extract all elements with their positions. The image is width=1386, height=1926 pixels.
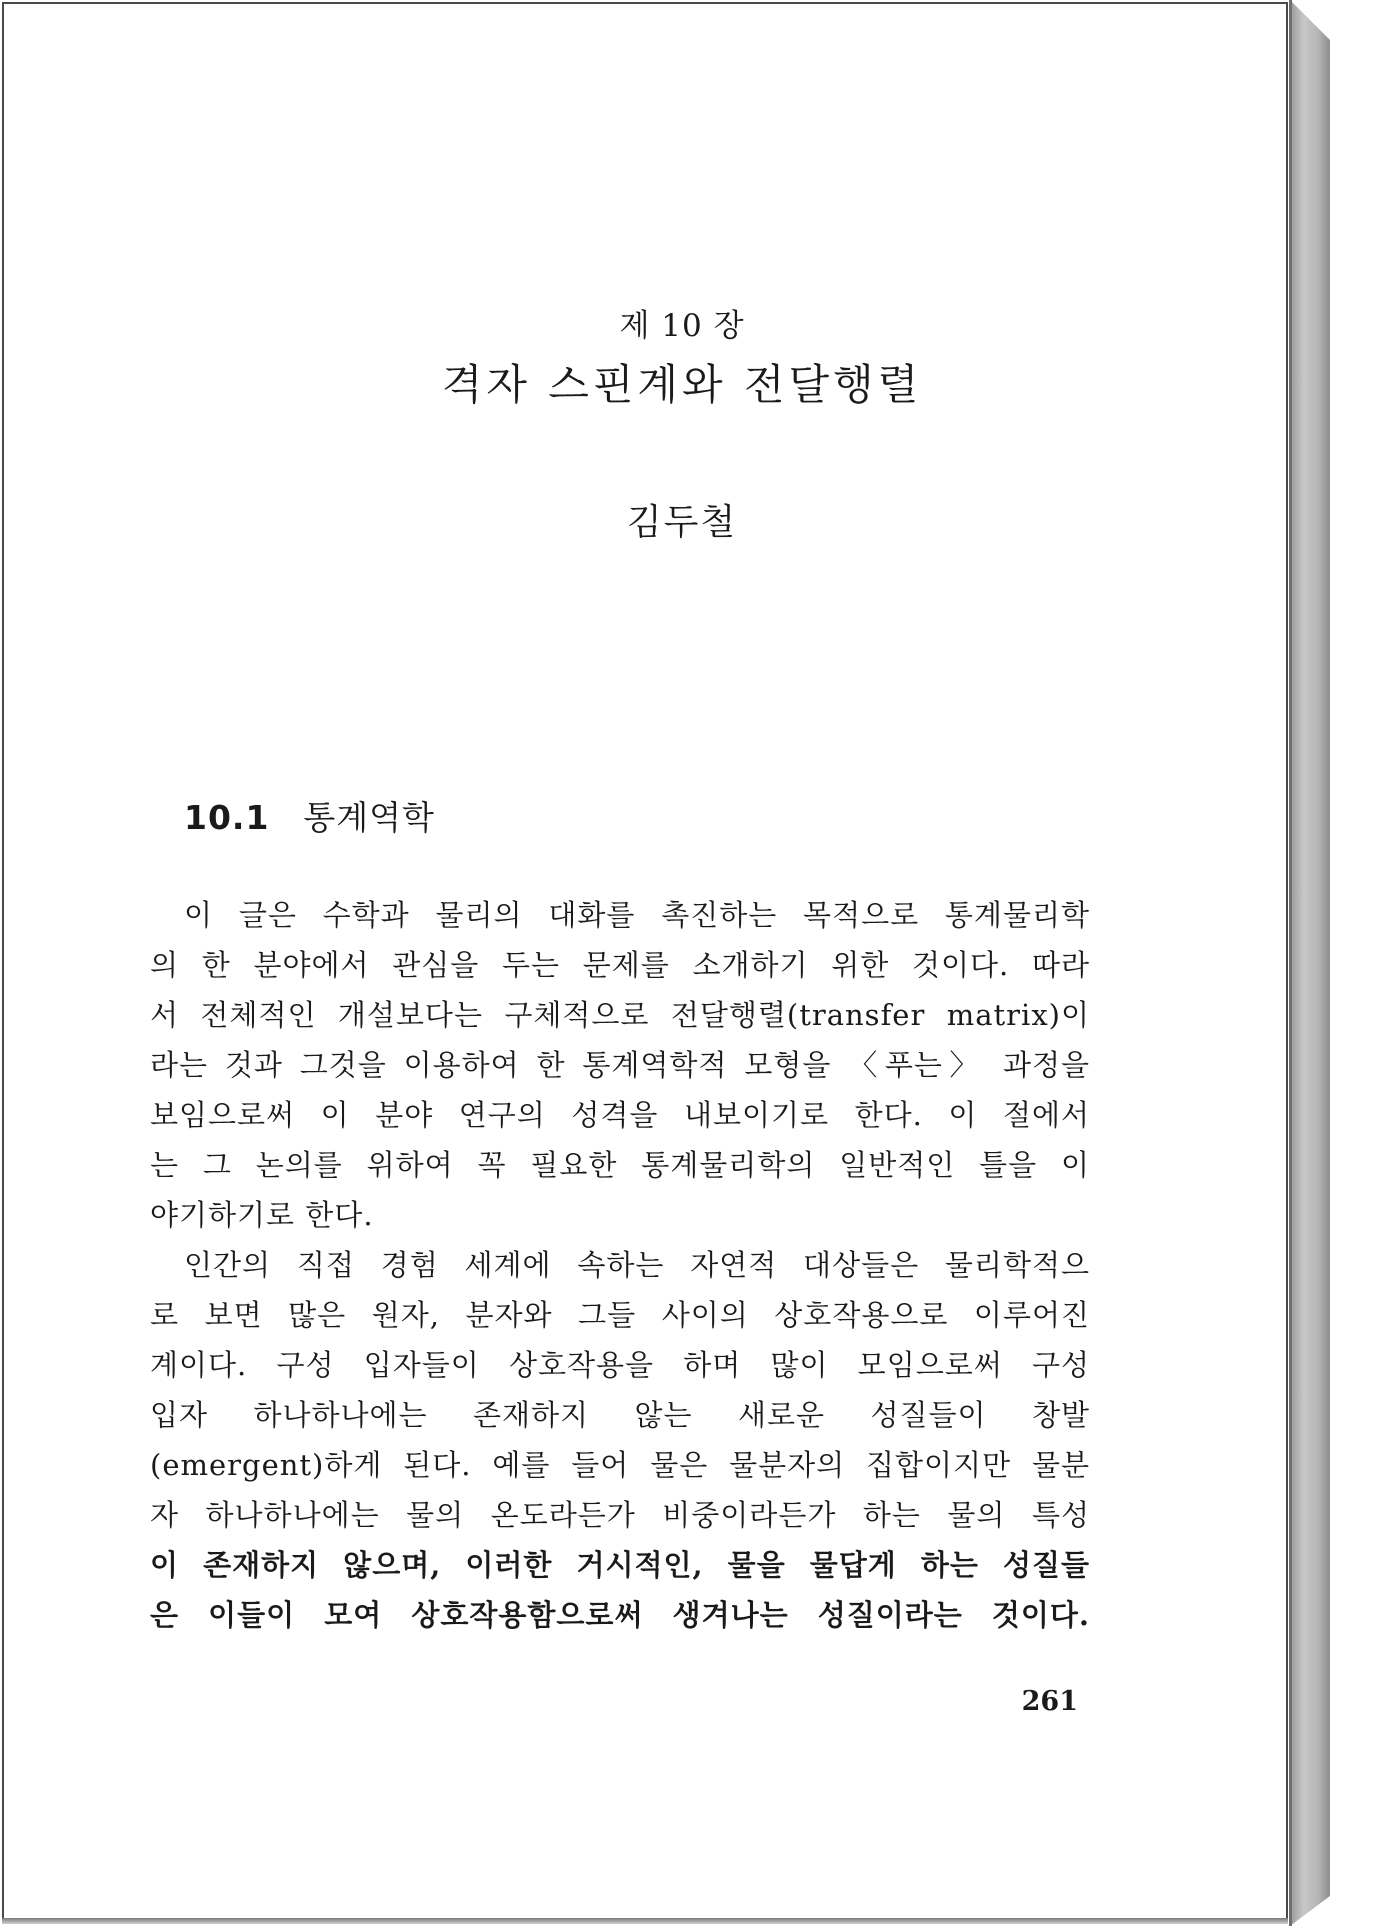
- book-page: [2, 2, 1288, 1922]
- text-line: 자 하나하나에는 물의 온도라든가 비중이라든가 하는 물의 특성: [150, 1498, 1090, 1532]
- text-line: 는 그 논의를 위하여 꼭 필요한 통계물리학의 일반적인 틀을 이: [150, 1148, 1090, 1182]
- text-line: 보임으로써 이 분야 연구의 성격을 내보이기로 한다. 이 절에서: [150, 1098, 1090, 1132]
- text-line: 은 이들이 모여 상호작용함으로써 생겨나는 성질이라는 것이다.: [150, 1598, 1090, 1632]
- text-line: 로 보면 많은 원자, 분자와 그들 사이의 상호작용으로 이루어진: [150, 1298, 1090, 1332]
- book-edge-line: [1289, 0, 1292, 1926]
- body-text: [150, 890, 1090, 1640]
- text-line: 의 한 분야에서 관심을 두는 문제를 소개하기 위한 것이다. 따라: [150, 948, 1090, 982]
- text-line: 입자 하나하나에는 존재하지 않는 새로운 성질들이 창발: [150, 1398, 1090, 1432]
- author-name: 김두철: [626, 502, 738, 543]
- section-number: 10.1: [184, 798, 270, 837]
- chapter-title: 격자 스핀계와 전달행렬: [441, 360, 923, 409]
- text-line: 이 존재하지 않으며, 이러한 거시적인, 물을 물답게 하는 성질들: [150, 1548, 1090, 1582]
- text-line: 인간의 직접 경험 세계에 속하는 자연적 대상들은 물리학적으: [184, 1248, 1090, 1282]
- text-line: 이 글은 수학과 물리의 대화를 촉진하는 목적으로 통계물리학: [184, 898, 1090, 932]
- text-line: (emergent)하게 된다. 예를 들어 물은 물분자의 집합이지만 물분: [150, 1448, 1090, 1482]
- chapter-label: 제 10 장: [619, 308, 745, 344]
- page-bottom-shadow: [2, 1918, 1288, 1924]
- text-line: 라는 것과 그것을 이용하여 한 통계역학적 모형을 〈푸는〉 과정을: [150, 1048, 1090, 1082]
- section-heading: [184, 792, 435, 839]
- text-line: 야기하기로 한다.: [150, 1198, 374, 1232]
- text-line: 서 전체적인 개설보다는 구체적으로 전달행렬(transfer matrix)이: [150, 998, 1090, 1032]
- section-title: 통계역학: [303, 798, 435, 837]
- text-line: 계이다. 구성 입자들이 상호작용을 하며 많이 모임으로써 구성: [150, 1348, 1090, 1382]
- book-edge: [1290, 0, 1330, 1926]
- page-number: 261: [1021, 1686, 1078, 1717]
